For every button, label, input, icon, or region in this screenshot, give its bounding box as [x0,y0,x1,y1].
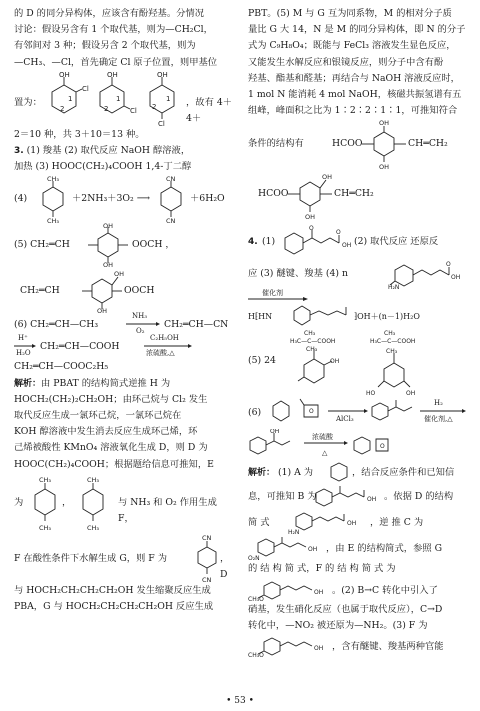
svg-text:CH₃: CH₃ [87,475,100,484]
svg-text:OH: OH [406,390,416,398]
chlorophenol-structures [42,71,192,127]
svg-text:O: O [309,408,314,416]
structure-n2 [248,169,468,219]
formula-label: HCOO [258,188,289,200]
aminophenyl-acid-structure [388,259,468,289]
svg-text:H₃C—C—COOH: H₃C—C—COOH [370,338,416,346]
svg-text:O: O [336,229,341,237]
svg-text:OH: OH [322,173,333,182]
answer-6-route [248,397,468,461]
text-line: 组峰，峰面积之比为 1∶2∶2∶1∶1，可推知符合 [248,105,458,117]
text-line: 取代反应生成一氯环己烷，一氯环己烷在 [14,410,182,422]
benzene-ring [270,399,292,423]
answer-3-line [14,143,234,159]
text-line: 式为 C₉H₈O₄；既能与 FeCl₃ 溶液发生显色反应， [248,40,456,52]
formula-tail: OOCH ， [132,239,175,251]
keto-acid-structure [370,397,418,423]
svg-text:OH: OH [342,242,352,250]
text-line: 己烯被酸性 KMnO₄ 溶液氧化生成 D，则 D 为 [14,442,208,454]
svg-text:OH: OH [103,261,114,268]
arrow-label: H⁺ [18,334,28,343]
answer-5-second [14,267,234,313]
svg-text:2: 2 [104,104,109,113]
equation-4 [14,175,234,223]
arrow-label: AlCl₃ [336,415,354,424]
reactant: (6) CH₂═CH—CH₃ [14,319,99,331]
svg-text:O₂N: O₂N [248,555,260,562]
dihydroxy-vinyl-ring [80,267,130,313]
equation-middle: ＋2NH₃＋3O₂ ⟶ [72,193,151,205]
text-fragment: 简 式 [248,517,270,529]
svg-text:OH: OH [59,70,70,79]
text-line: 量比 G 大 14，N 是 M 的同分异构体，即 N 的分子 [248,24,466,36]
text-fragment: 。依据 D 的结构 [384,491,454,503]
equation-tail: ＋6H₂O [190,193,225,205]
text-line: 的 结 构 简 式，F 的 结 构 简 式 为 [248,563,396,575]
svg-text:CN: CN [202,575,212,583]
text-fragment: 息，可推知 B 为 [248,491,317,503]
text-fragment: ， [62,496,72,508]
answer-label: (6) [248,407,262,419]
answer-label: (4) [14,193,28,205]
svg-text:CH₃: CH₃ [47,217,60,224]
svg-text:H₂N: H₂N [288,529,300,536]
svg-text:OH: OH [305,213,316,220]
svg-text:OH: OH [270,429,280,436]
analysis-4-line2 [248,483,468,509]
analysis-label: 解析： [14,378,42,389]
svg-text:CN: CN [166,175,176,184]
polymerization-line [248,289,468,329]
arrow-label: 浓硫酸,△ [146,349,175,358]
svg-text:CH₃: CH₃ [47,175,60,184]
lactone-structure [352,429,400,457]
text-fragment: (2) 取代反应 还原反 [354,236,439,248]
formula-label: HCOO [332,138,363,150]
analysis-4-line6 [248,578,468,602]
arrow-label: H₂O [16,349,31,358]
place-tail: ，故有 4＋4＋ [186,96,233,125]
svg-text:1: 1 [68,94,73,103]
xylene-line [14,473,234,533]
text-fragment: ，结合反应条件和已知信 [352,467,455,479]
svg-text:CH₃: CH₃ [386,348,398,356]
svg-text:CH₃O: CH₃O [248,652,264,659]
analysis-label: 解析： [248,468,276,479]
svg-text:Cl: Cl [130,106,137,115]
text-line: 由 PBAT 的结构简式逆推 H 为 [41,377,171,389]
text-line: KOH 醇溶液中发生消去反应生成环己烯，环 [14,426,198,438]
keto-acid-structure [314,483,384,509]
text-fragment: 。(2) B→C 转化中引入了 [332,584,438,596]
svg-text:O: O [309,225,314,233]
answer-5-first [14,223,234,267]
text-line: CH₂═CH—COOC₂H₅ [14,361,109,373]
product: CH₂═CH—COOH [40,341,120,353]
svg-text:CH₃: CH₃ [87,523,100,532]
right-column [248,6,468,658]
text-line: 又能发生水解反应和银镜反应，则分子中含有酚 [248,56,444,68]
svg-text:CH₃: CH₃ [304,330,316,338]
analysis-4-line9 [248,634,468,658]
aminophenyl-acid-structure [288,509,368,535]
svg-text:OH: OH [379,163,390,170]
nitrophenyl-acid-structure [248,535,324,561]
svg-text:CH₃: CH₃ [39,475,52,484]
svg-text:H₂N: H₂N [388,284,400,290]
answer-label: (5) CH₂═CH [14,239,70,251]
text-line: 讨论：假设另含有 1 个取代基，则为—CH₂Cl， [14,24,213,36]
text-fragment: ，由 E 的结构简式，参照 G [326,543,443,555]
svg-text:H₃C—C—COOH: H₃C—C—COOH [290,338,336,346]
benzene-ring [328,461,350,483]
analysis-4-line4 [248,535,468,561]
svg-text:OH: OH [103,223,114,231]
answer-6-line2 [14,335,234,359]
text-line: 加热 (3) HOOC(CH₂)₄COOH 1,4-丁二醇 [14,161,192,173]
question-number: 3. [14,146,24,157]
polymer-structure [288,303,358,327]
svg-text:O: O [380,443,385,451]
arrow-label: NH₃ [132,312,148,321]
polymer-tail: ⁆OH＋(n－1)H₂O [354,312,420,322]
analysis-4-line3 [248,509,468,535]
text-fragment: 应 (3) 醚键、羧基 (4) n [248,268,348,280]
text-line: HOOC(CH₂)₄COOH；根据题给信息可推知，E [14,458,214,470]
svg-text:CH₃O: CH₃O [248,595,264,602]
text-line: 有邻间对 3 种；假设另含 2 个取代基，则为 [14,40,196,52]
polymer-prefix: H⁅HN [248,312,273,322]
svg-text:OH: OH [308,546,318,554]
methoxyphenyl-acid-structure [248,634,328,658]
hcoo-ring-structure [360,119,410,169]
text-line: —CH₃、—Cl，首先确定 Cl 原子位置，则甲基位 [14,56,218,68]
text-line: (1) 羧基 (2) 取代反应 NaOH 醇溶液， [26,145,191,157]
page-number: • 53 • [226,696,254,706]
text-line: 硝基，发生硝化反应（也属于取代反应），C→D [248,603,443,615]
text-fragment: F 在酸性条件下水解生成 G，则 F 为 [14,552,168,564]
svg-text:1: 1 [116,94,121,103]
svg-text:OH: OH [114,270,125,279]
svg-text:2: 2 [152,102,157,111]
svg-text:OH: OH [379,119,390,128]
svg-text:1: 1 [166,94,171,103]
svg-text:OH: OH [367,496,377,504]
svg-text:OH: OH [330,358,340,366]
text-fragment: (1) A 为 [278,467,314,479]
text-line: PBA，G 与 HOCH₂CH₂CH₂CH₂OH 反应生成 [14,601,214,613]
svg-text:OH: OH [97,307,108,314]
svg-text:OH: OH [314,588,324,596]
analysis-line [14,376,234,392]
text-line: PBT。(5) M 与 G 互为同系物，M 的相对分子质 [248,8,452,19]
svg-text:Cl: Cl [158,119,165,127]
answer-4-line1 [248,225,468,259]
svg-text:CH₃: CH₃ [39,523,52,532]
hcoo-ring-structure [286,169,336,219]
arrow-label: 浓硫酸 [312,433,333,442]
text-fragment: 条件的结构有 [248,138,304,150]
text-fragment: 为 [14,496,24,508]
formula-tail: OOCH [124,285,155,297]
text-fragment: ，含有醚键、羧基两种官能 [332,641,444,653]
svg-text:CN: CN [166,217,176,224]
svg-text:HO: HO [366,390,376,398]
p-xylene-structure [28,473,62,533]
question-number: 4. [248,237,258,248]
left-column [14,6,234,615]
arrow-label: 催化剂 [262,289,283,298]
answer-6-line1 [14,313,234,335]
arrow-label: H₂ [434,399,443,408]
hydroxy-acid-structure [248,429,300,457]
methoxyphenyl-acid-structure [248,578,328,602]
f-line [14,533,234,583]
answer-label: (1) [262,236,276,248]
text-line: 1 mol N 能消耗 4 mol NaOH，核磁共振氢谱有五 [248,89,462,101]
svg-text:OH: OH [314,645,324,653]
svg-text:O: O [446,261,451,269]
place-label: 置为： [14,96,42,108]
formula-label: CH═CH₂ [334,188,374,200]
arrow-label: C₂H₅OH [150,334,179,343]
arrow-label: 催化剂,△ [424,415,453,424]
svg-text:OH: OH [451,274,461,282]
answer-label: (5) 24 [248,355,276,367]
svg-text:CH₃: CH₃ [306,346,318,354]
svg-text:2: 2 [60,104,65,113]
text-line: 2＝10 种，共 3＋10＝13 种。 [14,128,145,140]
answer-5-structures [248,329,468,397]
svg-text:OH: OH [347,520,357,528]
svg-text:Cl: Cl [82,84,89,93]
xylene-structure [36,175,70,223]
isomer-structures [284,329,454,397]
anhydride-ring [296,397,326,421]
analysis-4-line1 [248,461,468,483]
svg-text:OH: OH [157,70,168,79]
text-line: 转化中，—NO₂ 被还原为—NH₂。(3) F 为 [248,619,428,631]
arrow-label: O₂ [136,327,145,336]
text-line: 羟基、酯基和醛基；再结合与 NaOH 溶液反应时， [248,72,460,84]
structure-n1 [248,119,468,169]
terephthalonitrile-structure [192,533,222,583]
text-line: 的 D 的同分异构体，应该含有酚羟基。分情况 [14,8,205,19]
methyl-positions-row [14,71,234,127]
arrow-label: △ [322,449,328,458]
svg-text:CN: CN [202,533,212,542]
formula-label: CH═CH₂ [408,138,448,150]
dihydroxy-vinyl-ring [86,223,136,267]
text-line: 与 HOCH₂CH₂CH₂CH₂OH 发生缩聚反应生成 [14,584,211,596]
formula-prefix: CH₂═CH [20,285,60,297]
text-fragment: ，D [220,552,230,581]
svg-text:OH: OH [107,70,118,79]
svg-text:CH₃: CH₃ [384,330,396,338]
text-fragment: 与 NH₃ 和 O₂ 作用生成 F， [118,496,217,525]
terephthalonitrile-structure [154,175,188,223]
text-line: HOCH₂(CH₂)₂CH₂OH；由环己烷与 Cl₂ 发生 [14,393,208,405]
text-fragment: ，逆 推 C 为 [370,517,424,529]
product: CH₂═CH—CN [164,319,229,331]
p-xylene-structure [76,473,110,533]
